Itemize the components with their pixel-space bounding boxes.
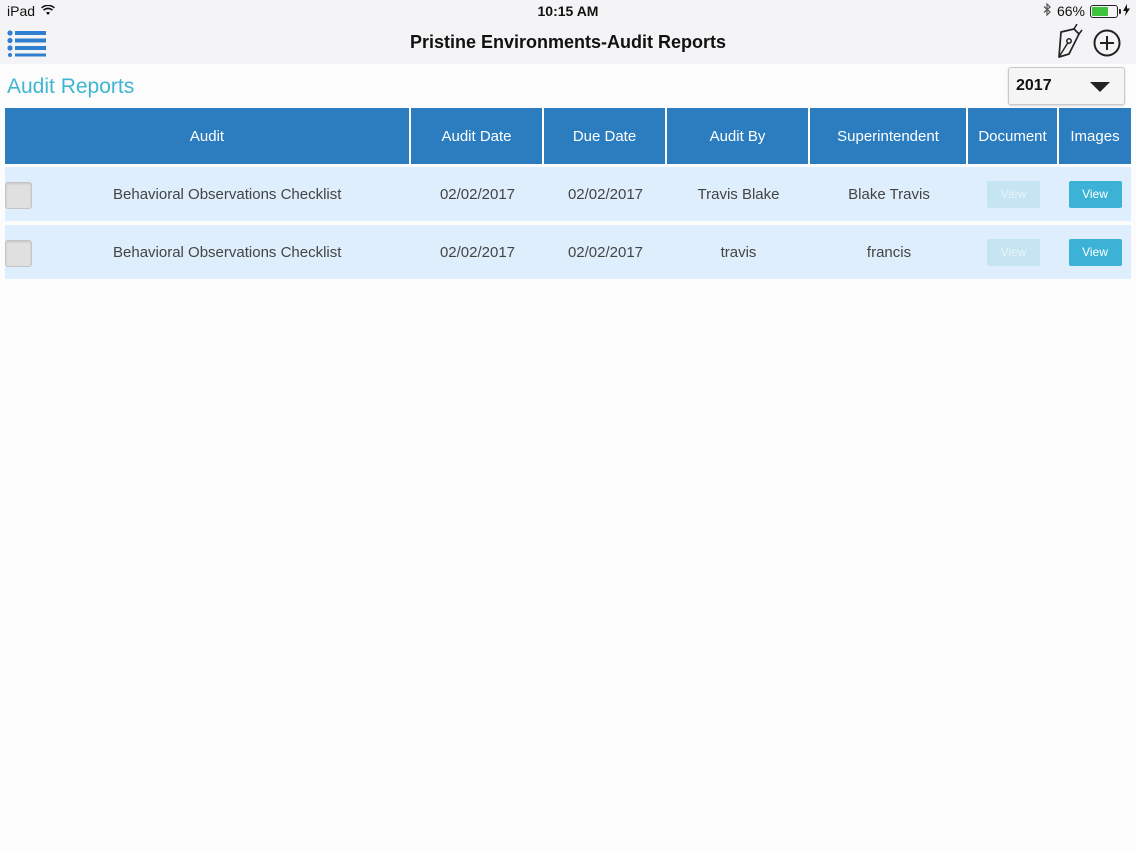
header-images[interactable]: Images: [1059, 108, 1131, 164]
document-view-button[interactable]: View: [987, 239, 1040, 266]
superintendent-cell: Blake Travis: [810, 164, 968, 225]
table-row[interactable]: [5, 164, 1131, 225]
audit-cell: [5, 225, 411, 283]
row-checkbox[interactable]: [5, 240, 32, 267]
images-cell: [1059, 164, 1131, 225]
page-title: Pristine Environments-Audit Reports: [409, 32, 727, 52]
audit-table: [5, 108, 1131, 283]
charging-bolt-icon: [1123, 3, 1130, 19]
audit-by-cell: travis: [667, 225, 810, 283]
section-title: Audit Reports: [7, 75, 135, 98]
images-view-button[interactable]: View: [1069, 239, 1122, 266]
battery-icon: [1090, 5, 1118, 18]
audit-by-cell: Travis Blake: [667, 164, 810, 225]
header-audit-by[interactable]: Audit By: [667, 108, 810, 164]
header-superintendent[interactable]: Superintendent: [810, 108, 968, 164]
row-checkbox[interactable]: [5, 182, 32, 209]
status-time: 10:15 AM: [537, 3, 599, 19]
images-cell: [1059, 225, 1131, 283]
images-view-button[interactable]: View: [1069, 181, 1122, 208]
pen-sign-icon[interactable]: [1052, 24, 1084, 60]
header-document[interactable]: Document: [968, 108, 1059, 164]
table-header-row: [5, 108, 1131, 164]
due-date-cell: 02/02/2017: [544, 225, 667, 283]
nav-bar: [0, 22, 1136, 64]
chevron-down-icon: [1090, 82, 1110, 92]
year-select-value: 2017: [1016, 77, 1052, 94]
add-circle-icon[interactable]: [1092, 28, 1122, 58]
table-row[interactable]: [5, 225, 1131, 283]
status-right: [1043, 3, 1130, 19]
audit-cell: [5, 164, 411, 225]
superintendent-cell: francis: [810, 225, 968, 283]
battery-percent: 66%: [1056, 3, 1085, 19]
header-audit[interactable]: Audit: [5, 108, 411, 164]
document-cell: [968, 164, 1059, 225]
bluetooth-icon: [1043, 3, 1052, 19]
header-audit-date[interactable]: Audit Date: [411, 108, 544, 164]
audit-date-cell: 02/02/2017: [411, 225, 544, 283]
document-view-button[interactable]: View: [987, 181, 1040, 208]
audit-name: Behavioral Observations Checklist: [113, 186, 342, 203]
battery-fill: [1092, 7, 1108, 16]
status-bar: [0, 0, 1136, 22]
due-date-cell: 02/02/2017: [544, 164, 667, 225]
device-label: iPad: [7, 3, 36, 19]
header-due-date[interactable]: Due Date: [544, 108, 667, 164]
year-select[interactable]: [1008, 67, 1125, 105]
audit-date-cell: 02/02/2017: [411, 164, 544, 225]
audit-name: Behavioral Observations Checklist: [113, 244, 342, 261]
document-cell: [968, 225, 1059, 283]
